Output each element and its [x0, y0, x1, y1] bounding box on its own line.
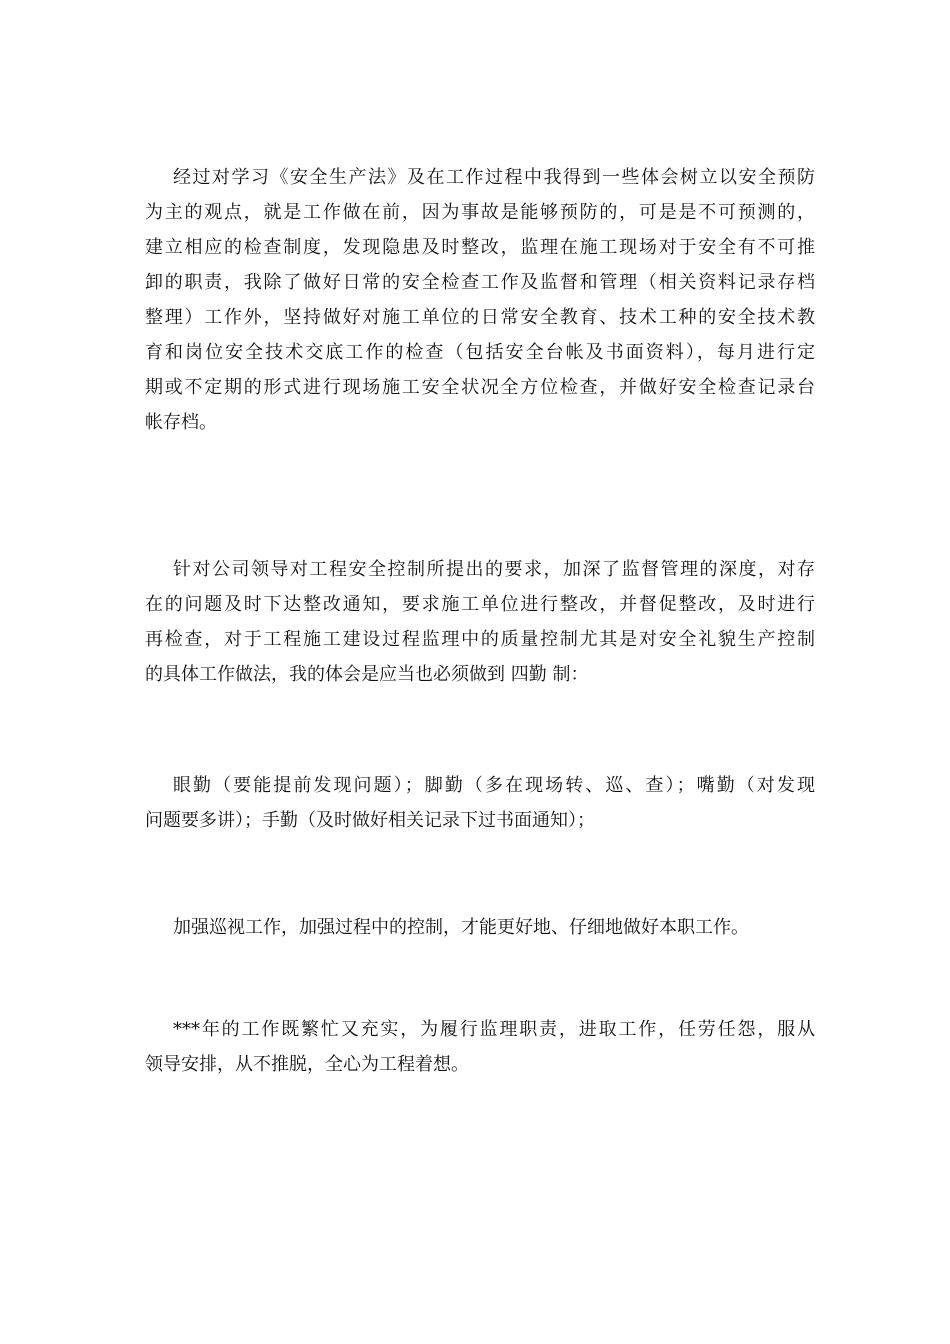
- paragraph-line: 期或不定期的形式进行现场施工安全状况全方位检查，并做好安全检查记录台: [145, 377, 815, 398]
- paragraph-line: 加强巡视工作，加强过程中的控制，才能更好地、仔细地做好本职工作。: [173, 917, 749, 938]
- paragraph-line: 再检查，对于工程施工建设过程监理中的质量控制尤其是对安全礼貌生产控制: [145, 629, 815, 650]
- paragraph-leadership-requirements: [145, 552, 815, 692]
- paragraph-line: 帐存档。: [145, 412, 217, 433]
- paragraph-line: 整理）工作外，坚持做好对施工单位的日常安全教育、技术工种的安全技术教: [145, 307, 815, 328]
- paragraph-line: 育和岗位安全技术交底工作的检查（包括安全台帐及书面资料），每月进行定: [145, 342, 815, 363]
- paragraph-year-summary: [145, 1012, 815, 1082]
- paragraph-line: 在的问题及时下达整改通知，要求施工单位进行整改，并督促整改，及时进行: [145, 594, 815, 615]
- paragraph-line: 针对公司领导对工程安全控制所提出的要求，加深了监督管理的深度，对存: [173, 559, 815, 580]
- paragraph-line: 为主的观点，就是工作做在前，因为事故是能够预防的，可是是不可预测的，: [145, 202, 815, 223]
- paragraph-safety-law: [145, 160, 815, 440]
- paragraph-line: 经过对学习《安全生产法》及在工作过程中我得到一些体会树立以安全预防: [173, 167, 815, 188]
- paragraph-line: 的具体工作做法，我的体会是应当也必须做到 四勤 制：: [145, 664, 589, 685]
- paragraph-line: 问题要多讲）；手勤（及时做好相关记录下过书面通知）；: [145, 810, 595, 831]
- paragraph-line: 眼勤（要能提前发现问题）；脚勤（多在现场转、巡、查）；嘴勤（对发现: [173, 775, 815, 796]
- paragraph-line: 卸的职责，我除了做好日常的安全检查工作及监督和管理（相关资料记录存档: [145, 272, 815, 293]
- paragraph-line: 建立相应的检查制度，发现隐患及时整改，监理在施工现场对于安全有不可推: [145, 237, 815, 258]
- paragraph-inspection: [145, 910, 815, 945]
- paragraph-line: ***年的工作既繁忙又充实，为履行监理职责，进取工作，任劳任怨，服从: [173, 1019, 815, 1040]
- paragraph-four-diligences: [145, 768, 815, 838]
- paragraph-line: 领导安排，从不推脱，全心为工程着想。: [145, 1054, 469, 1075]
